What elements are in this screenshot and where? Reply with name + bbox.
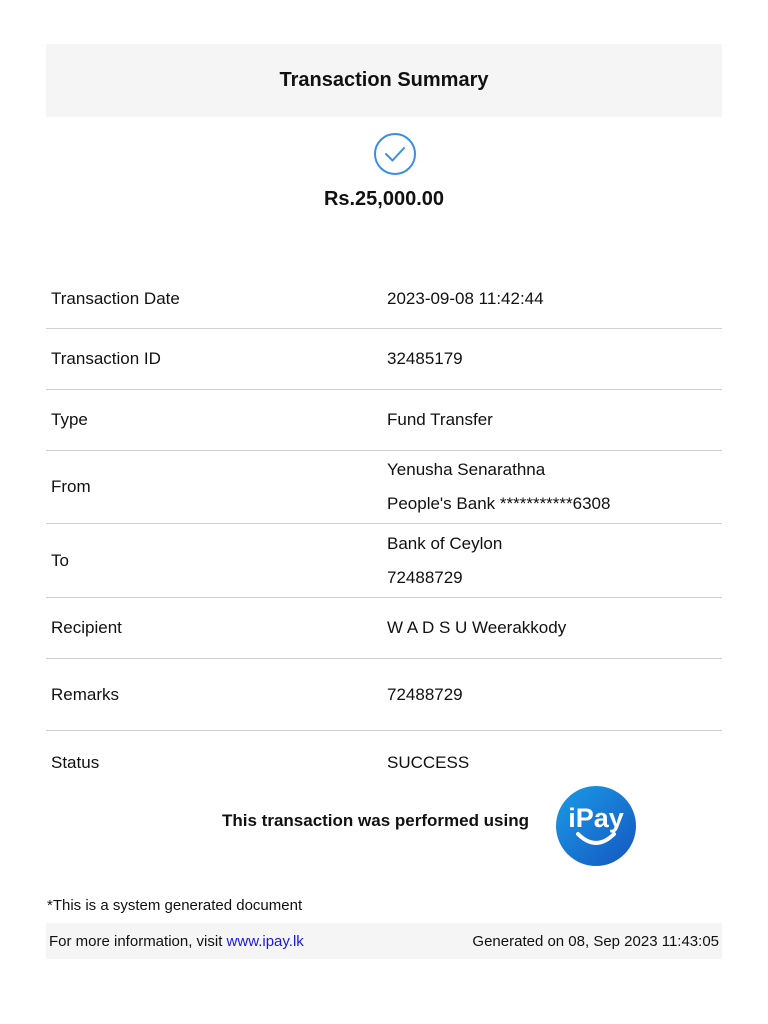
summary-header [46,44,722,117]
status-value: SUCCESS [387,753,470,772]
row-from [46,451,722,524]
system-generated-note: *This is a system generated document [47,897,303,914]
footer-info [46,933,304,950]
row-remarks [46,659,722,731]
ipay-website-link[interactable]: www.ipay.lk [226,932,304,950]
row-label: Transaction Date [51,289,180,308]
ipay-logo [553,786,639,866]
transaction-amount: Rs.25,000.00 [323,188,445,210]
svg-text:iPay: iPay [568,803,624,833]
row-value: 72488729 [387,684,463,704]
row-label: Transaction ID [51,349,161,368]
row-type [46,390,722,451]
row-value: 32485179 [387,349,463,368]
recipient-account: 72488729 [387,567,463,587]
row-value [387,453,722,521]
sender-account: People's Bank ***********6308 [387,494,611,513]
row-label: Remarks [51,684,120,704]
row-transaction-date [46,270,722,329]
footer-info-prefix: For more information, visit [49,932,227,950]
sender-name: Yenusha Senarathna [387,460,546,479]
row-label: Status [51,753,100,772]
row-label: Recipient [51,618,122,637]
recipient-bank: Bank of Ceylon [387,533,503,553]
performed-using-text: This transaction was performed using [222,811,530,830]
row-label: Type [51,410,88,429]
footer-bar [46,923,722,959]
row-value: 2023-09-08 11:42:44 [387,289,544,308]
row-value [387,527,722,595]
row-value: Fund Transfer [387,410,493,429]
row-recipient [46,598,722,659]
row-label: To [51,550,69,570]
transaction-details [46,270,722,795]
row-value: W A D S U Weerakkody [387,618,567,637]
check-circle-icon [373,132,417,176]
row-label: From [51,477,91,496]
page-title: Transaction Summary [279,69,489,91]
row-to [46,524,722,598]
row-transaction-id [46,329,722,390]
generated-timestamp: Generated on 08, Sep 2023 11:43:05 [472,932,719,950]
